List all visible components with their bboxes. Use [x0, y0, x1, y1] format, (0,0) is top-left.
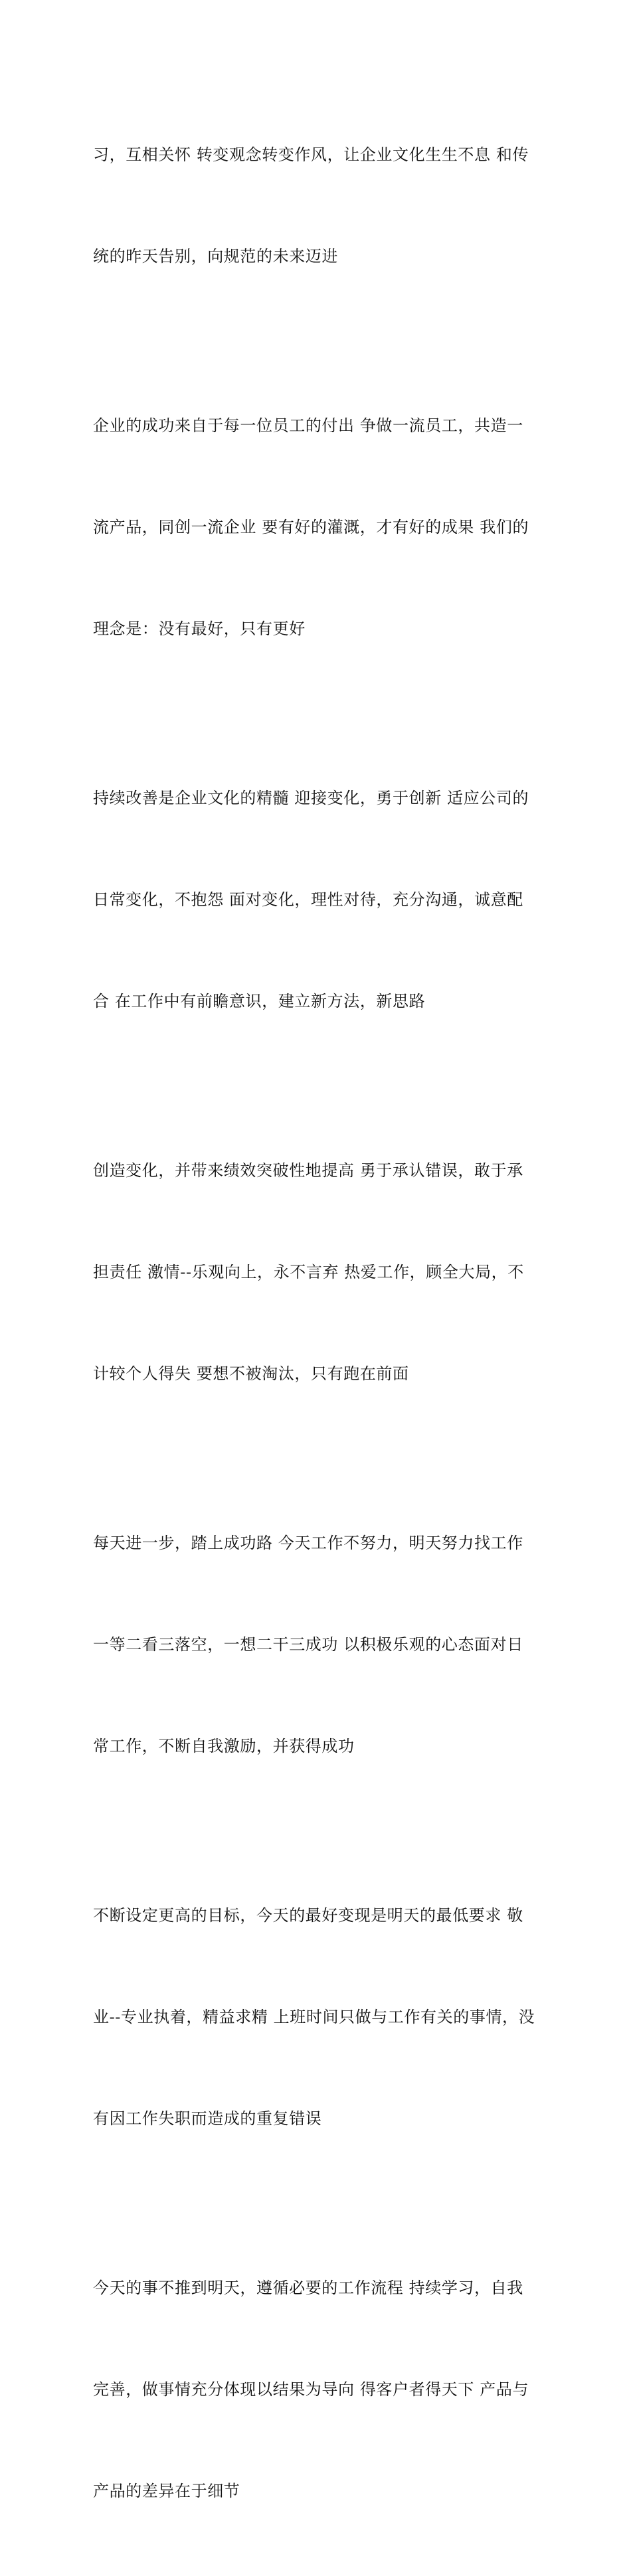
text-line: 习，互相关怀 转变观念转变作风，让企业文化生生不息 和传: [93, 145, 529, 164]
document-body: [93, 70, 545, 2576]
text-line: 流产品，同创一流企业 要有好的灌溉，才有好的成果 我们的: [93, 518, 529, 536]
paragraph-1: [93, 70, 545, 341]
paragraph-3: [93, 714, 545, 1086]
text-line: 常工作，不断自我激励，并获得成功: [93, 1737, 355, 1755]
text-line: 企业的成功来自于每一位员工的付出 争做一流员工，共造一: [93, 416, 523, 435]
text-line: 今天的事不推到明天，遵循必要的工作流程 持续学习，自我: [93, 2279, 523, 2297]
text-line: 统的昨天告别，向规范的未来迈进: [93, 247, 338, 266]
text-line: 产品的差异在于细节: [93, 2482, 240, 2500]
text-line: 担责任 激情--乐观向上，永不言弃 热爱工作，顾全大局，不: [93, 1263, 524, 1281]
text-line: 理念是：没有最好，只有更好: [93, 619, 306, 638]
text-line: 业--专业执着，精益求精 上班时间只做与工作有关的事情，没: [93, 2008, 535, 2026]
text-line: 创造变化，并带来绩效突破性地提高 勇于承认错误，敢于承: [93, 1161, 523, 1180]
text-line: 持续改善是企业文化的精髓 迎接变化，勇于创新 适应公司的: [93, 789, 529, 807]
text-line: 完善，做事情充分体现以结果为导向 得客户者得天下 产品与: [93, 2380, 529, 2399]
text-line: 不断设定更高的目标，今天的最好变现是明天的最低要求 敬: [93, 1906, 523, 1925]
text-line: 日常变化，不抱怨 面对变化，理性对待，充分沟通，诚意配: [93, 890, 523, 909]
text-line: 计较个人得失 要想不被淘汰，只有跑在前面: [93, 1364, 409, 1383]
text-line: 合 在工作中有前瞻意识，建立新方法，新思路: [93, 992, 426, 1010]
paragraph-4: [93, 1086, 545, 1459]
text-line: 一等二看三落空，一想二干三成功 以积极乐观的心态面对日: [93, 1635, 523, 1654]
text-line: 有因工作失职而造成的重复错误: [93, 2109, 322, 2128]
paragraph-2: [93, 341, 545, 714]
paragraph-7: [93, 2204, 545, 2576]
paragraph-5: [93, 1459, 545, 1831]
text-line: 每天进一步，踏上成功路 今天工作不努力，明天努力找工作: [93, 1534, 523, 1552]
paragraph-6: [93, 1831, 545, 2204]
